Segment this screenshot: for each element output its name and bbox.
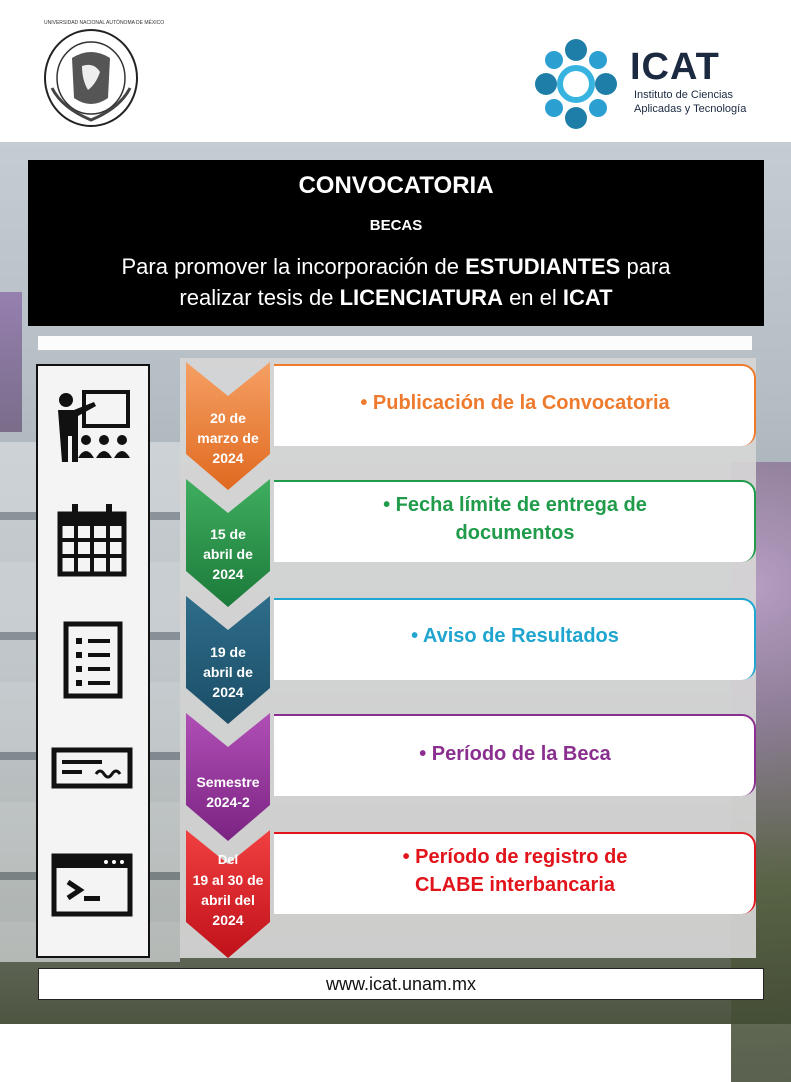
title-line-2: [28, 283, 764, 313]
page-title: CONVOCATORIA: [298, 172, 494, 199]
timeline-date-line: 19 de: [210, 644, 246, 660]
timeline-date-line: Del: [217, 852, 239, 867]
title-line-1-c: para: [620, 254, 671, 279]
timeline-date-line: 2024: [212, 450, 244, 466]
title-line-2-a: realizar tesis de: [179, 285, 340, 310]
timeline-event-2: [274, 491, 756, 547]
timeline-event-line: • Aviso de Resultados: [411, 625, 619, 647]
icon-column: [36, 364, 150, 958]
calendar-icon: [52, 500, 132, 580]
timeline-date-line: 2024: [212, 684, 244, 700]
timeline-date-line: 2024-2: [206, 794, 250, 810]
title-line-2-b: LICENCIATURA: [339, 285, 503, 310]
title-line-2-d: ICAT: [562, 285, 613, 310]
teacher-presentation-icon: [52, 388, 132, 468]
icat-subtitle-line-2: Aplicadas y Tecnología: [634, 103, 747, 115]
timeline-date-4: [184, 772, 272, 812]
timeline-event-line: • Publicación de la Convocatoria: [360, 392, 670, 414]
icat-logo-icon: [534, 38, 618, 130]
timeline-event-line: documentos: [455, 522, 575, 544]
timeline-date-5: [184, 850, 272, 930]
timeline-date-line: abril del: [201, 892, 255, 908]
icat-subtitle-line-1: Instituto de Ciencias: [634, 89, 734, 101]
separator-strip: [38, 336, 752, 350]
timeline-event-4: [274, 740, 756, 768]
page-header: [0, 0, 791, 142]
title-box: [28, 160, 764, 326]
title-line-2-c: en el: [502, 285, 563, 310]
timeline-event-line: • Período de la Beca: [419, 743, 611, 765]
timeline-date-line: 19 al 30 de: [192, 872, 264, 888]
terminal-window-icon: [52, 844, 132, 924]
seal-lettering: UNIVERSIDAD NACIONAL AUTÓNOMA DE MÉXICO: [44, 20, 165, 26]
icat-name: ICAT: [630, 46, 720, 88]
unam-seal-icon: [42, 28, 140, 128]
timeline-date-line: abril de: [203, 664, 253, 680]
timeline-event-line: • Período de registro de: [402, 846, 628, 868]
icat-subtitle: [634, 88, 746, 116]
timeline-event-line: • Fecha límite de entrega de: [383, 494, 647, 516]
timeline-date-line: marzo de: [197, 430, 259, 446]
timeline-date-line: 2024: [212, 912, 244, 928]
timeline-event-line: CLABE interbancaria: [414, 874, 616, 896]
timeline-date-line: 15 de: [210, 526, 246, 542]
timeline-event-5: [274, 843, 756, 899]
tree-background-left: [0, 292, 22, 432]
timeline-date-line: 20 de: [210, 410, 246, 426]
title-line-1: [28, 252, 764, 282]
page-subtitle: BECAS: [369, 217, 423, 234]
timeline-date-line: 2024: [212, 566, 244, 582]
timeline-date-line: Semestre: [196, 774, 260, 790]
title-line-1-a: Para promover la incorporación de: [121, 254, 466, 279]
timeline-event-3: [274, 622, 756, 650]
check-payment-icon: [52, 728, 132, 808]
timeline-date-2: [184, 524, 272, 584]
timeline-date-3: [184, 642, 272, 702]
footer-url[interactable]: www.icat.unam.mx: [38, 968, 764, 1000]
title-line-1-b: ESTUDIANTES: [465, 254, 621, 279]
timeline-date-line: abril de: [203, 546, 253, 562]
timeline-date-1: [184, 408, 272, 468]
timeline-event-1: [274, 389, 756, 417]
checklist-icon: [52, 620, 132, 700]
